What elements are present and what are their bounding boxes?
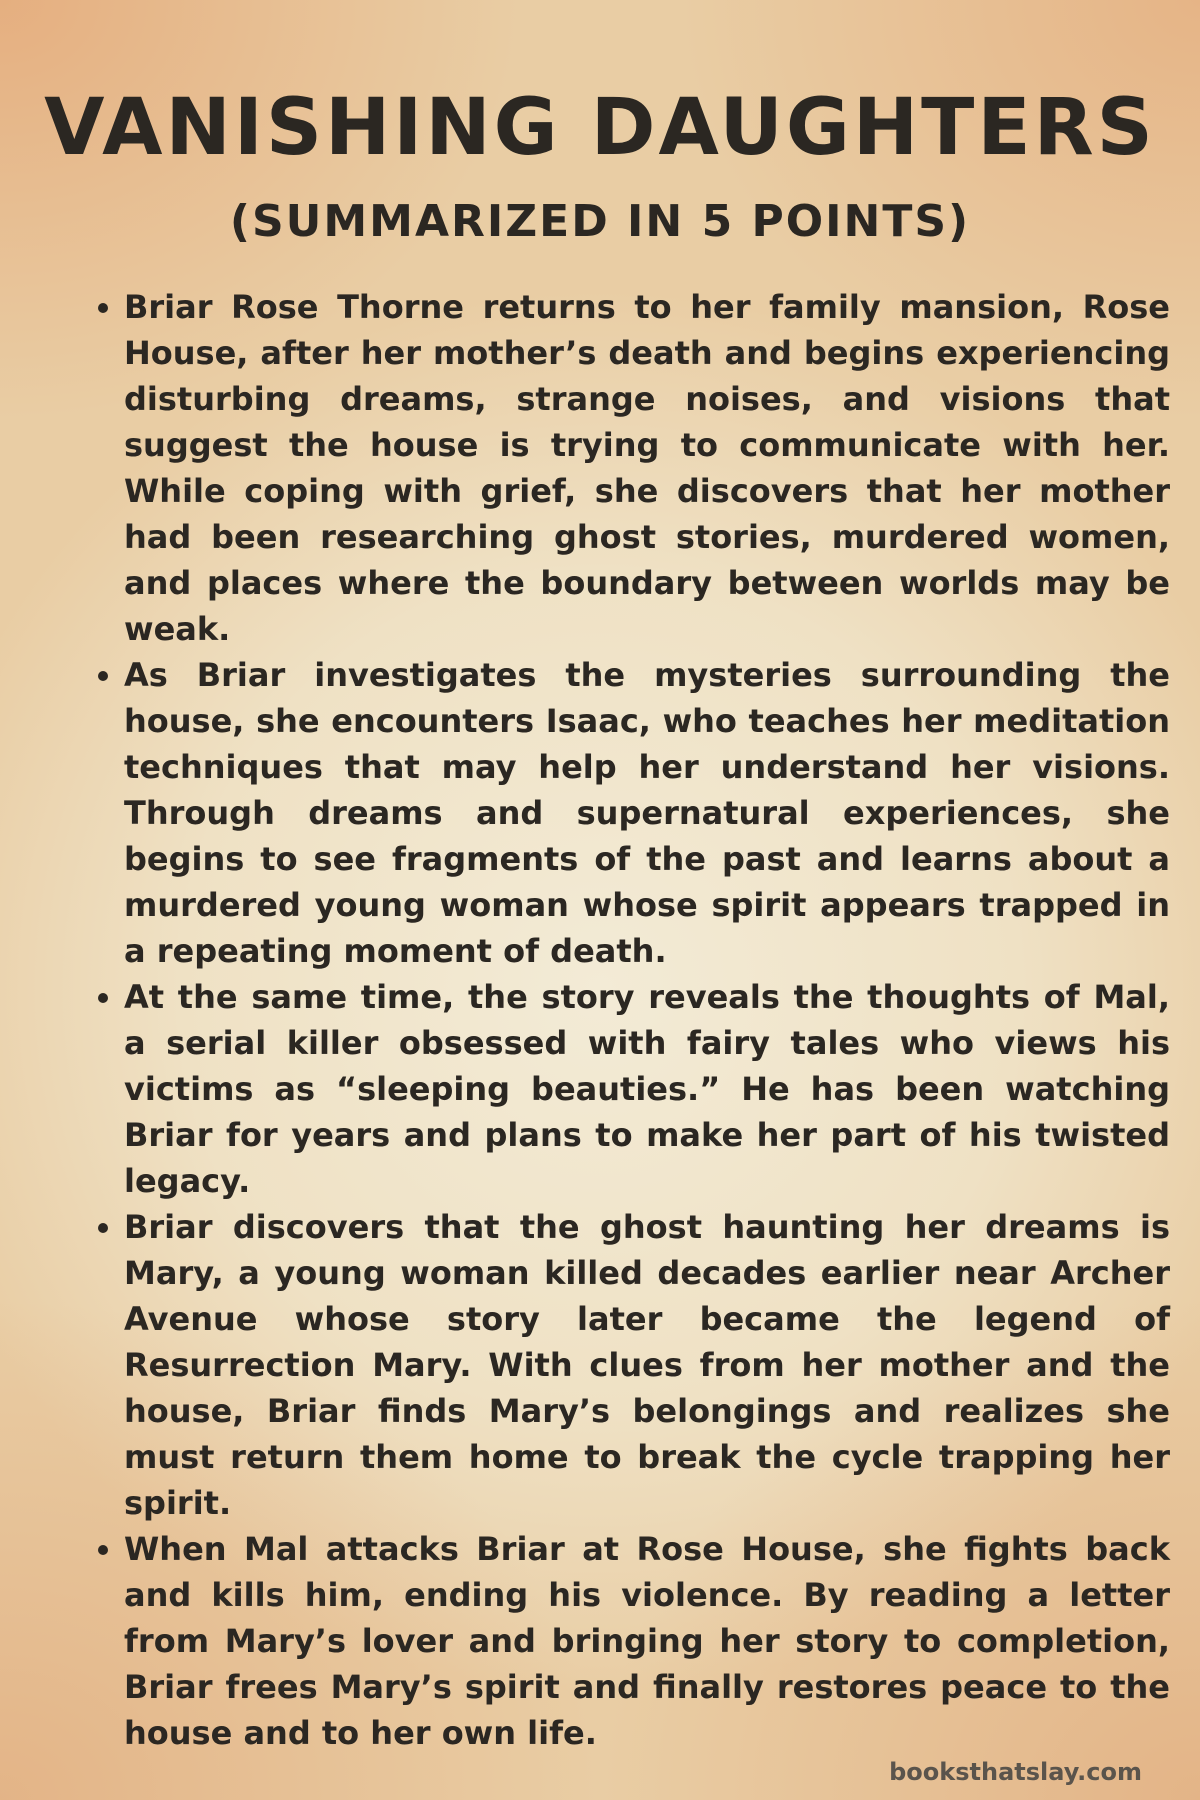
summary-point (124, 1526, 1170, 1756)
site-credit: booksthatslay.com (889, 1758, 1142, 1786)
bullet-icon (98, 671, 108, 681)
summary-point-text: Briar Rose Thorne returns to her family mansion, Rose House, after her mother’s death and begins experiencing disturbing dreams, strange noises, and visions that suggest the house is trying to communicate with her. While coping with grief, she discovers that her mother had been researching ghost stories, murdered women, and places where the boundary between worlds may be weak. (124, 288, 1170, 648)
summary-point-text: When Mal attacks Briar at Rose House, she fights back and kills him, ending his violence. By reading a letter from Mary’s lover and bringing her story to completion, Briar frees Mary’s spirit and finally restores peace to the house and to her own life. (124, 1530, 1170, 1752)
bullet-icon (98, 993, 108, 1003)
bullet-icon (98, 1545, 108, 1555)
summary-list (96, 284, 1170, 1756)
bullet-icon (98, 1223, 108, 1233)
summary-point (124, 284, 1170, 652)
summary-point (124, 1204, 1170, 1526)
page-title: VANISHING DAUGHTERS (44, 83, 1156, 173)
summary-point-text: At the same time, the story reveals the thoughts of Mal, a serial killer obsessed with fairy tales who views his victims as “sleeping beauties.” He has been watching Briar for years and plans to make her part of his twisted legacy. (124, 978, 1170, 1200)
summary-point (124, 652, 1170, 974)
summary-point (124, 974, 1170, 1204)
summary-point-text: As Briar investigates the mysteries surrounding the house, she encounters Isaac, who teaches her meditation techniques that may help her understand her visions. Through dreams and supernatural experiences, she begins to see fragments of the past and learns about a murdered young woman whose spirit appears trapped in a repeating moment of death. (124, 656, 1170, 970)
summary-point-text: Briar discovers that the ghost haunting her dreams is Mary, a young woman killed decades earlier near Archer Avenue whose story later became the legend of Resurrection Mary. With clues from her mother and the house, Briar finds Mary’s belongings and realizes she must return them home to break the cycle trapping her spirit. (124, 1208, 1170, 1522)
bullet-icon (98, 303, 108, 313)
page-subtitle: (SUMMARIZED IN 5 POINTS) (229, 196, 971, 247)
